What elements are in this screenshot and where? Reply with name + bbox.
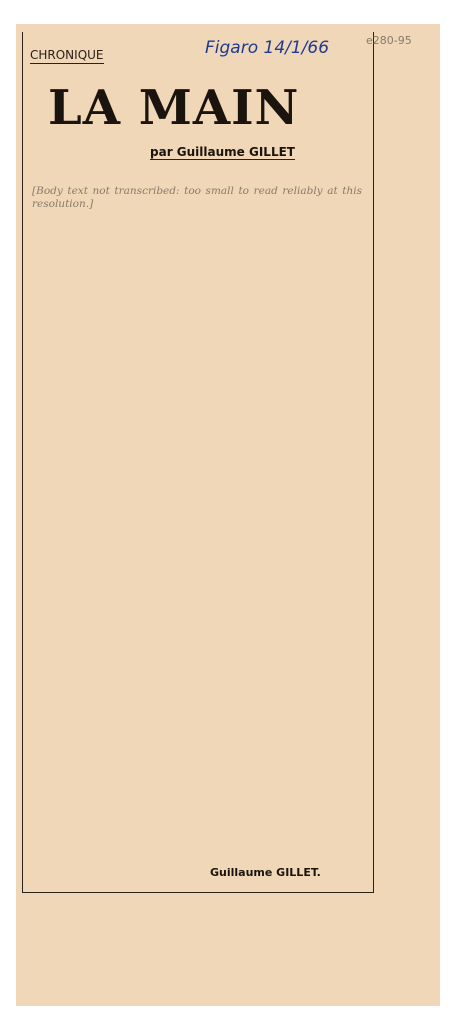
body-notice: [Body text not transcribed: too small to read reliably at this resolution.]: [32, 185, 362, 210]
section-rubric: CHRONIQUE: [30, 48, 104, 62]
handwritten-note: Figaro 14/1/66: [205, 38, 330, 58]
article-title: LA MAIN: [48, 80, 300, 136]
article-body: [32, 185, 362, 216]
archive-number: e280-95: [366, 34, 412, 47]
byline: par Guillaume GILLET: [150, 145, 295, 159]
column-border: [22, 32, 374, 893]
signature: Guillaume GILLET.: [210, 866, 321, 879]
